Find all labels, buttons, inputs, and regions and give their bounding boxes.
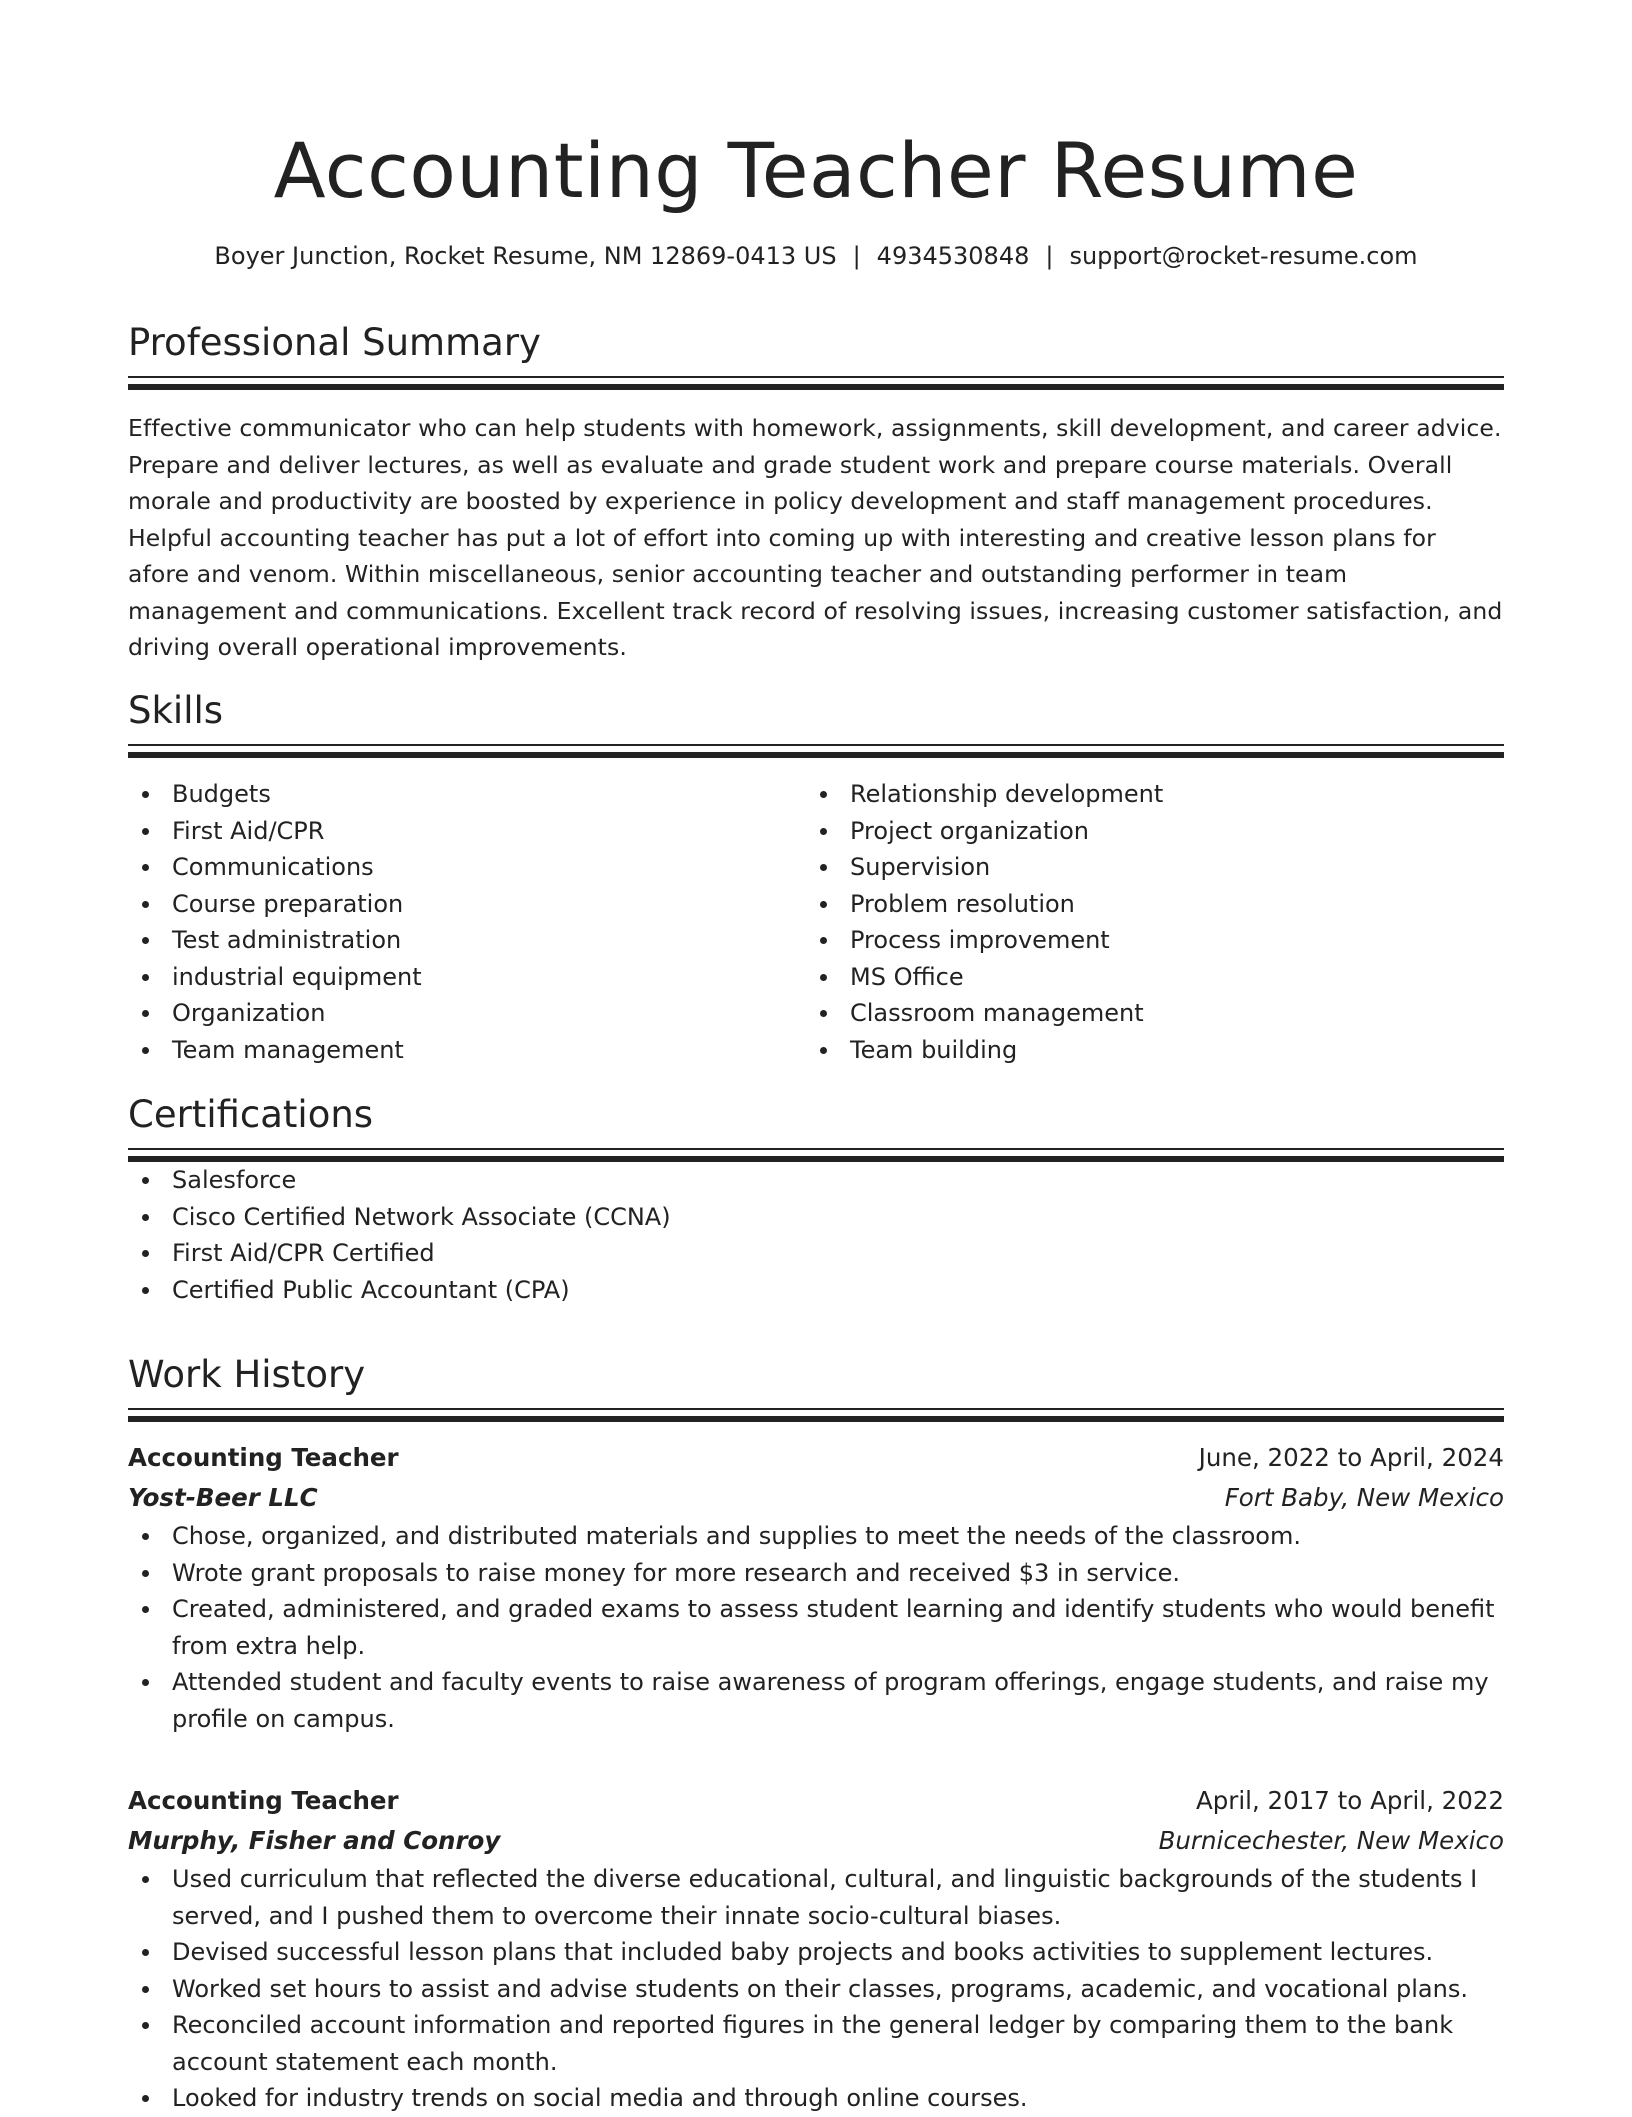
job-dates: April, 2017 to April, 2022 (1195, 1786, 1504, 1815)
job-duties-list (128, 1518, 1504, 1737)
list-item (806, 922, 1484, 959)
list-item (128, 886, 806, 923)
list-item (128, 1934, 1504, 1971)
list-item-text: Budgets (172, 780, 271, 808)
bullet-icon (142, 791, 149, 798)
bullet-icon (142, 1606, 149, 1613)
list-item (128, 1272, 1504, 1309)
list-item (128, 1032, 806, 1069)
skills-list-right (806, 776, 1484, 1068)
certifications-list (128, 1162, 1504, 1308)
job-dates: June, 2022 to April, 2024 (1198, 1443, 1504, 1472)
list-item (128, 2080, 1504, 2117)
list-item-text: Course preparation (172, 889, 404, 918)
list-item-text: Chose, organized, and distributed materials and supplies to meet the needs of the classroom. (172, 1522, 1301, 1550)
list-item-text: Attended student and faculty events to raise awareness of program offerings, engage students, and raise my profile on campus. (172, 1668, 1489, 1733)
bullet-icon (820, 974, 827, 981)
summary-heading: Professional Summary (128, 321, 541, 364)
bullet-icon (142, 828, 149, 835)
certifications-heading: Certifications (128, 1093, 374, 1136)
bullet-icon (142, 1250, 149, 1257)
contact-address: Boyer Junction, Rocket Resume, NM 12869-0413 US (214, 242, 837, 270)
list-item (128, 1971, 1504, 2008)
list-item-text: Problem resolution (850, 889, 1075, 918)
section-divider-thick (128, 384, 1504, 390)
job-location: Fort Baby, New Mexico (1224, 1483, 1504, 1512)
contact-phone: 4934530848 (876, 242, 1030, 270)
contact-line (128, 236, 1504, 276)
list-item (128, 1162, 1504, 1199)
list-item (806, 776, 1484, 813)
list-item-text: Salesforce (172, 1166, 297, 1194)
bullet-icon (142, 1949, 149, 1956)
list-item (806, 813, 1484, 850)
list-item-text: Process improvement (850, 926, 1110, 954)
job-entry (128, 1438, 1504, 1737)
job-title: Accounting Teacher (128, 1786, 399, 1815)
skills-heading: Skills (128, 689, 224, 732)
job-duties-list (128, 1861, 1504, 2117)
list-item-text: Devised successful lesson plans that included baby projects and books activities to supplement lectures. (172, 1938, 1434, 1966)
list-item (806, 849, 1484, 886)
list-item-text: MS Office (850, 962, 964, 991)
job-title: Accounting Teacher (128, 1443, 399, 1472)
list-item-text: Cisco Certified Network Associate (CCNA) (172, 1202, 671, 1231)
bullet-icon (820, 791, 827, 798)
contact-email[interactable]: support@rocket-resume.com (1069, 242, 1418, 270)
job-location: Burnicechester, New Mexico (1158, 1826, 1504, 1855)
list-item (128, 1199, 1504, 1236)
bullet-icon (142, 864, 149, 871)
skills-list-left (128, 776, 806, 1068)
summary-text: Effective communicator who can help students with homework, assignments, skill development, and career advice. Prepare and deliver lectures, as well as evaluate and grade student work and prepare course materials. Overall morale and productivity are boosted by experience in policy development and staff management procedures. Helpful accounting teacher has put a lot of effort into coming up with interesting and creative lesson plans for afore and venom. Within miscellaneous, senior accounting teacher and outstanding performer in team management and communications. Excellent track record of resolving issues, increasing customer satisfaction, and driving overall operational improvements. (128, 414, 1503, 661)
section-divider (128, 376, 1504, 378)
bullet-icon (820, 864, 827, 871)
bullet-icon (820, 937, 827, 944)
bullet-icon (142, 1010, 149, 1017)
list-item-text: Classroom management (850, 999, 1144, 1027)
summary-section (128, 318, 1504, 666)
list-item (128, 1235, 1504, 1272)
section-divider (128, 1408, 1504, 1410)
resume-title: Accounting Teacher Resume (273, 126, 1359, 215)
bullet-icon (142, 1986, 149, 1993)
bullet-icon (820, 1010, 827, 1017)
list-item (128, 922, 806, 959)
list-item-text: Test administration (172, 926, 402, 954)
list-item-text: Relationship development (850, 780, 1164, 808)
list-item-text: Organization (172, 999, 326, 1027)
list-item (128, 776, 806, 813)
list-item (128, 849, 806, 886)
list-item (128, 1664, 1504, 1737)
contact-separator: | (852, 242, 861, 270)
section-divider (128, 1148, 1504, 1150)
list-item-text: First Aid/CPR (172, 816, 325, 845)
job-company-row (128, 1478, 1504, 1518)
bullet-icon (142, 1533, 149, 1540)
job-company: Murphy, Fisher and Conroy (128, 1826, 501, 1855)
list-item-text: Worked set hours to assist and advise students on their classes, programs, academic, and vocational plans. (172, 1974, 1468, 2003)
section-divider-thick (128, 1416, 1504, 1422)
list-item (128, 2007, 1504, 2080)
skills-columns (128, 776, 1504, 1068)
list-item-text: Certified Public Accountant (CPA) (172, 1275, 570, 1304)
job-header-row (128, 1438, 1504, 1478)
bullet-icon (820, 901, 827, 908)
bullet-icon (142, 974, 149, 981)
list-item (128, 1861, 1504, 1934)
bullet-icon (142, 901, 149, 908)
certifications-section (128, 1090, 1504, 1308)
job-header-row (128, 1781, 1504, 1821)
list-item (806, 959, 1484, 996)
list-item-text: Project organization (850, 816, 1089, 845)
list-item-text: Wrote grant proposals to raise money for more research and received $3 in service. (172, 1558, 1180, 1587)
bullet-icon (142, 1177, 149, 1184)
bullet-icon (142, 2095, 149, 2102)
job-company-row (128, 1821, 1504, 1861)
list-item-text: Used curriculum that reflected the diverse educational, cultural, and linguistic backgrounds of the students I served, and I pushed them to overcome their innate socio-cultural biases. (172, 1865, 1478, 1930)
resume-page (128, 0, 1504, 2112)
list-item-text: industrial equipment (172, 962, 422, 991)
job-company: Yost-Beer LLC (128, 1483, 318, 1512)
list-item (806, 886, 1484, 923)
list-item (128, 813, 806, 850)
bullet-icon (142, 2022, 149, 2029)
list-item (806, 1032, 1484, 1069)
section-divider (128, 744, 1504, 746)
skills-section (128, 686, 1504, 1068)
list-item (806, 995, 1484, 1032)
list-item (128, 1555, 1504, 1592)
bullet-icon (142, 937, 149, 944)
list-item-text: Created, administered, and graded exams to assess student learning and identify students who would benefit from extra help. (172, 1595, 1495, 1660)
list-item-text: Looked for industry trends on social media and through online courses. (172, 2084, 1028, 2112)
list-item-text: Communications (172, 853, 374, 881)
contact-separator: | (1045, 242, 1054, 270)
work-history-section (128, 1350, 1504, 1422)
list-item-text: Reconciled account information and reported figures in the general ledger by comparing them to the bank account statement each month. (172, 2011, 1454, 2076)
work-history-heading: Work History (128, 1353, 366, 1396)
list-item (128, 1518, 1504, 1555)
bullet-icon (142, 1047, 149, 1054)
section-divider-thick (128, 752, 1504, 758)
list-item-text: Team building (850, 1035, 1018, 1064)
bullet-icon (142, 1876, 149, 1883)
list-item (128, 959, 806, 996)
list-item (128, 995, 806, 1032)
list-item-text: Team management (172, 1035, 404, 1064)
job-entry (128, 1781, 1504, 2117)
list-item-text: Supervision (850, 853, 991, 881)
bullet-icon (142, 1570, 149, 1577)
list-item (128, 1591, 1504, 1664)
bullet-icon (142, 1679, 149, 1686)
bullet-icon (142, 1287, 149, 1294)
bullet-icon (820, 1047, 827, 1054)
bullet-icon (142, 1214, 149, 1221)
list-item-text: First Aid/CPR Certified (172, 1239, 435, 1267)
bullet-icon (820, 828, 827, 835)
